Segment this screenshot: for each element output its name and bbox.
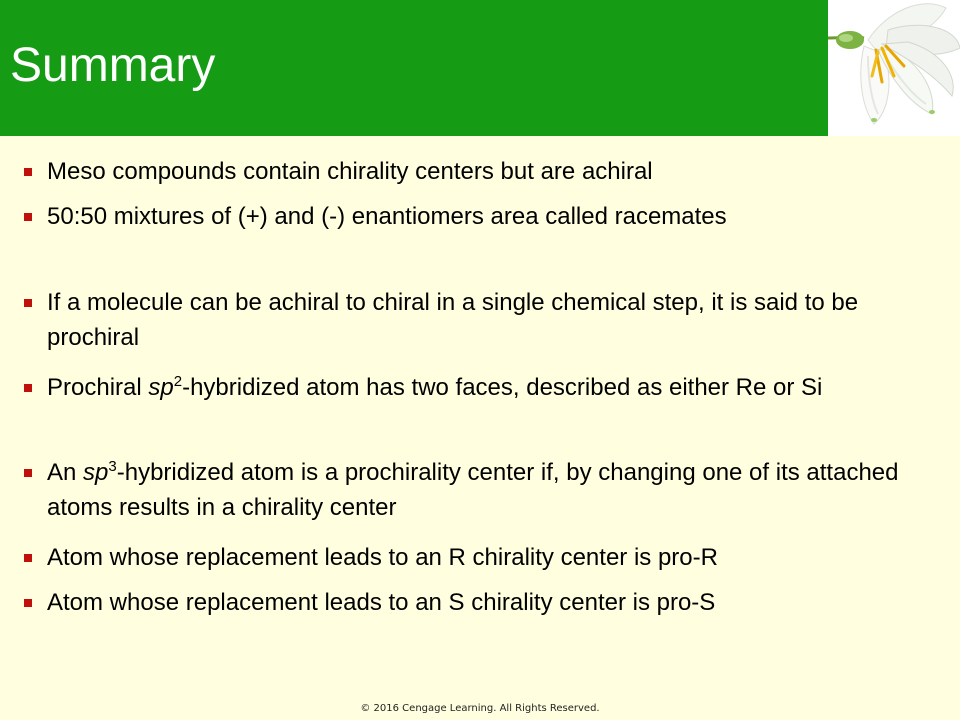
copyright-footer: © 2016 Cengage Learning. All Rights Reserved. bbox=[360, 703, 600, 714]
bullet-square-icon bbox=[24, 384, 32, 392]
bullet-square-icon bbox=[24, 554, 32, 562]
bullet-text: Prochiral $sp^2$-hybridized atom has two faces, described as either Re or Si bbox=[47, 373, 823, 401]
bullet-text: An $sp^3$-hybridized atom is a prochirality center if, by changing one of its attached atoms results in a chirality center bbox=[47, 458, 899, 521]
bullet-square-icon bbox=[24, 469, 32, 477]
bullet-square-icon bbox=[24, 599, 32, 607]
bullet-text: Atom whose replacement leads to an R chirality center is pro-R bbox=[47, 544, 718, 571]
bullet-text: 50:50 mixtures of (+) and (-) enantiomers area called racemates bbox=[47, 203, 727, 230]
bullet-square-icon bbox=[24, 299, 32, 307]
bullet-text: Meso compounds contain chirality centers but are achiral bbox=[47, 158, 653, 185]
bullet-text: If a molecule can be achiral to chiral in a single chemical step, it is said to be prochiral bbox=[47, 289, 859, 351]
bullet-square-icon bbox=[24, 213, 32, 221]
bullet-square-icon bbox=[24, 168, 32, 176]
bullet-text: Atom whose replacement leads to an S chirality center is pro-S bbox=[47, 589, 716, 616]
slide-title: Summary bbox=[10, 39, 216, 92]
